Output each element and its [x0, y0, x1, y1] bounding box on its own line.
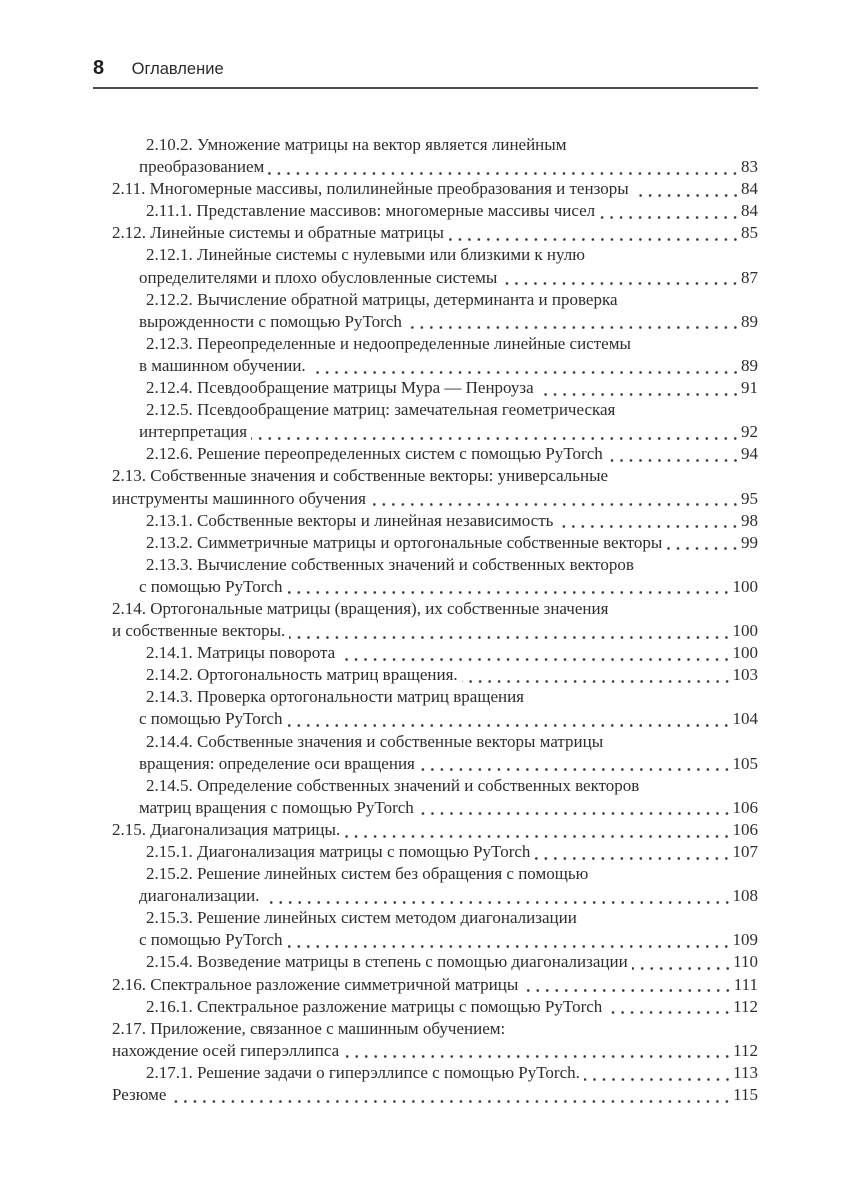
toc-entry[interactable] — [112, 863, 758, 907]
toc-entry-text: 2.14.2. Ортогональность матриц вращения. — [146, 665, 458, 685]
page-ref: 104 — [732, 709, 758, 729]
running-header-title: Оглавление — [131, 60, 224, 78]
dot-leader — [534, 857, 731, 860]
page-ref: 100 — [732, 576, 758, 596]
page-ref: 106 — [732, 819, 758, 839]
dot-leader — [370, 503, 740, 506]
dot-leader — [310, 371, 740, 374]
toc-entry-text: 2.14.3. Проверка ортогональности матриц вращения — [146, 687, 525, 707]
toc-entry-line — [112, 222, 758, 244]
toc-entry-text: 2.10.2. Умножение матрицы на вектор является линейным — [146, 135, 567, 154]
toc-entry-text: нахождение осей гиперэллипса — [112, 1040, 340, 1060]
toc-entry-text: 2.12. Линейные системы и обратные матрицы — [112, 223, 444, 243]
toc-entry-text: интерпретация — [139, 422, 248, 442]
toc-entry-text: вращения: определение оси вращения — [139, 753, 415, 773]
toc-entry-text: определителями и плохо обусловленные системы — [139, 267, 498, 287]
page-ref: 113 — [733, 1062, 758, 1082]
toc-entry-text: матриц вращения с помощью PyTorch — [139, 797, 414, 817]
toc-entry-text: с помощью PyTorch — [139, 709, 283, 729]
dot-leader — [344, 835, 731, 838]
toc-entry-line — [112, 377, 758, 399]
toc-entry-text: Резюме — [112, 1085, 167, 1105]
toc-entry[interactable] — [112, 731, 758, 775]
dot-leader — [339, 658, 731, 661]
page-ref: 112 — [733, 996, 758, 1016]
toc-entry-text: 2.15.3. Решение линейных систем методом диагонализации — [146, 908, 577, 928]
toc-entry-line — [112, 1084, 758, 1106]
page-ref: 100 — [732, 621, 758, 641]
dot-leader — [632, 967, 732, 970]
toc-entry-line — [112, 664, 758, 686]
page-ref: 95 — [741, 488, 758, 508]
toc-entry-text: инструменты машинного обучения — [112, 488, 366, 508]
toc-entry-line — [112, 929, 758, 951]
toc-entry-text: 2.14.1. Матрицы поворота — [146, 643, 336, 663]
toc-entry-line — [112, 974, 758, 996]
dot-leader — [264, 901, 732, 904]
dot-leader — [584, 1078, 732, 1081]
toc-list — [112, 134, 758, 1106]
page-ref: 84 — [741, 201, 758, 221]
toc-entry-text: 2.17.1. Решение задачи о гиперэллипсе с помощью PyTorch. — [146, 1062, 580, 1082]
toc-entry[interactable] — [112, 289, 758, 333]
page-ref: 89 — [741, 355, 758, 375]
page-ref: 99 — [741, 532, 758, 552]
page-ref: 100 — [732, 643, 758, 663]
dot-leader — [289, 636, 731, 639]
page-ref: 83 — [741, 157, 758, 177]
toc-entry[interactable] — [112, 333, 758, 377]
toc-entry-text: 2.17. Приложение, связанное с машинным обучением: — [112, 1018, 506, 1038]
page-ref: 108 — [732, 886, 758, 906]
dot-leader — [522, 989, 733, 992]
toc-entry-text: 2.14. Ортогональные матрицы (вращения), их собственные значения — [112, 598, 609, 618]
dot-leader — [419, 768, 732, 771]
page-ref: 91 — [741, 378, 758, 398]
toc-entry-line — [112, 620, 758, 642]
toc-entry-line — [112, 819, 758, 841]
page-ref: 107 — [732, 842, 758, 861]
toc-entry-text: 2.13.2. Симметричные матрицы и ортогональные собственные векторы — [146, 532, 663, 552]
dot-leader — [286, 591, 731, 594]
toc-entry[interactable] — [112, 222, 758, 244]
dot-leader — [607, 459, 740, 462]
toc-entry-line — [112, 200, 758, 222]
toc-entry-line — [112, 885, 758, 907]
toc-entry-text: 2.12.6. Решение переопределенных систем с помощью PyTorch — [146, 444, 603, 464]
toc-entry[interactable] — [112, 510, 758, 532]
toc-entry-text: 2.13.1. Собственные векторы и линейная независимость — [146, 510, 554, 530]
toc-entry[interactable] — [112, 951, 758, 973]
page-ref: 110 — [733, 952, 758, 972]
toc-entry-line — [112, 156, 758, 178]
toc-entry-text: 2.15.2. Решение линейных систем без обращения с помощью — [146, 864, 589, 884]
toc-entry[interactable] — [112, 664, 758, 686]
toc-entry-text: 2.15.4. Возведение матрицы в степень с помощью диагонализации — [146, 952, 628, 972]
toc-entry-line — [112, 267, 758, 289]
dot-leader — [633, 194, 740, 197]
toc-entry-line — [112, 178, 758, 200]
toc-entry-text: 2.12.2. Вычисление обратной матрицы, детерминанта и проверка — [146, 289, 618, 309]
toc-entry-text: 2.13.3. Вычисление собственных значений и собственных векторов — [146, 554, 634, 574]
toc-entry-text: 2.11.1. Представление массивов: многомерные массивы чисел — [146, 201, 596, 221]
toc-entry-text: преобразованием — [139, 157, 265, 177]
dot-leader — [251, 437, 740, 440]
dot-leader — [557, 525, 740, 528]
dot-leader — [538, 393, 740, 396]
toc-entry[interactable] — [112, 907, 758, 951]
toc-entry[interactable] — [112, 244, 758, 288]
toc-entry-line — [112, 708, 758, 730]
toc-entry-line — [112, 841, 758, 863]
page-ref: 115 — [733, 1085, 758, 1105]
toc-entry-text: 2.16. Спектральное разложение симметричной матрицы — [112, 974, 519, 994]
toc-entry[interactable] — [112, 974, 758, 996]
toc-entry[interactable] — [112, 134, 758, 178]
page-header — [93, 57, 758, 80]
toc-entry-text: и собственные векторы. — [112, 621, 286, 641]
dot-leader — [286, 945, 731, 948]
page-ref: 109 — [732, 930, 758, 950]
toc-entry-line — [112, 532, 758, 554]
dot-leader — [343, 1055, 732, 1058]
toc-entry[interactable] — [112, 399, 758, 443]
dot-leader — [666, 547, 740, 550]
toc-entry-line — [112, 1062, 758, 1084]
toc-entry-text: 2.12.5. Псевдообращение матриц: замечательная геометрическая — [146, 400, 616, 420]
page-ref: 106 — [732, 797, 758, 817]
dot-leader — [286, 724, 731, 727]
toc-entry-text: 2.14.5. Определение собственных значений и собственных векторов — [146, 775, 640, 795]
toc-entry-text: с помощью PyTorch — [139, 930, 283, 950]
toc-entry-line — [112, 951, 758, 973]
toc-entry[interactable] — [112, 443, 758, 465]
toc-entry[interactable] — [112, 841, 758, 863]
toc-entry[interactable] — [112, 532, 758, 554]
dot-leader — [268, 172, 740, 175]
toc-entry[interactable] — [112, 996, 758, 1018]
toc-entry-text: 2.12.3. Переопределенные и недоопределенные линейные системы — [146, 333, 631, 353]
dot-leader — [606, 1011, 732, 1014]
dot-leader — [406, 326, 740, 329]
toc-entry[interactable] — [112, 200, 758, 222]
toc-entry-text: с помощью PyTorch — [139, 576, 283, 596]
toc-entry-text: диагонализации. — [139, 886, 260, 906]
toc-entry-line — [112, 421, 758, 443]
toc-entry[interactable] — [112, 377, 758, 399]
dot-leader — [501, 282, 740, 285]
toc-entry-line — [112, 510, 758, 532]
toc-entry-line — [112, 753, 758, 775]
toc-entry-line — [112, 488, 758, 510]
page-ref: 92 — [741, 422, 758, 442]
toc-entry-line — [112, 797, 758, 819]
page-ref: 84 — [741, 179, 758, 199]
toc-entry[interactable] — [112, 1018, 758, 1062]
dot-leader — [448, 238, 740, 241]
page-ref: 112 — [733, 1040, 758, 1060]
toc-entry-text: 2.12.4. Псевдообращение матрицы Мура — Пенроуза — [146, 378, 534, 398]
toc-entry-text: вырожденности с помощью PyTorch — [139, 311, 402, 331]
toc-entry-text: 2.13. Собственные значения и собственные векторы: универсальные — [112, 466, 609, 486]
running-page-number: 8 — [93, 57, 105, 79]
toc-entry[interactable] — [112, 465, 758, 509]
toc-entry-text: 2.11. Многомерные массивы, полилинейные преобразования и тензоры — [112, 179, 629, 199]
toc-entry-text: 2.15.1. Диагонализация матрицы с помощью PyTorch — [146, 842, 531, 861]
toc-entry-text: 2.14.4. Собственные значения и собственные векторы матрицы — [146, 731, 604, 751]
toc-entry[interactable] — [112, 554, 758, 598]
page-ref: 89 — [741, 311, 758, 331]
page-ref: 105 — [732, 753, 758, 773]
toc-entry-line — [112, 1040, 758, 1062]
toc-entry-text: 2.15. Диагонализация матрицы. — [112, 819, 341, 839]
toc-entry[interactable] — [112, 598, 758, 642]
page-ref: 85 — [741, 223, 758, 243]
toc-entry-text: в машинном обучении. — [139, 355, 306, 375]
header-rule — [93, 87, 758, 89]
toc-entry[interactable] — [112, 686, 758, 730]
toc-entry-line — [112, 311, 758, 333]
toc-entry[interactable] — [112, 775, 758, 819]
toc-entry-text: 2.12.1. Линейные системы с нулевыми или близкими к нулю — [146, 245, 585, 265]
page-ref: 98 — [741, 510, 758, 530]
toc-entry-text: 2.16.1. Спектральное разложение матрицы с помощью PyTorch — [146, 996, 603, 1016]
toc-entry[interactable] — [112, 1084, 758, 1106]
page-ref: 111 — [733, 974, 758, 994]
toc-entry-line — [112, 443, 758, 465]
dot-leader — [170, 1100, 732, 1103]
dot-leader — [599, 216, 740, 219]
dot-leader — [418, 812, 732, 815]
toc-entry-line — [112, 642, 758, 664]
toc-entry-line — [112, 996, 758, 1018]
toc-entry-line — [112, 576, 758, 598]
page-ref: 87 — [741, 267, 758, 287]
toc-entry[interactable] — [112, 642, 758, 664]
toc-entry-line — [112, 355, 758, 377]
page-ref: 94 — [741, 444, 758, 464]
toc-entry[interactable] — [112, 819, 758, 841]
page-ref: 103 — [732, 665, 758, 685]
toc-entry[interactable] — [112, 178, 758, 200]
dot-leader — [462, 680, 732, 683]
toc-entry[interactable] — [112, 1062, 758, 1084]
